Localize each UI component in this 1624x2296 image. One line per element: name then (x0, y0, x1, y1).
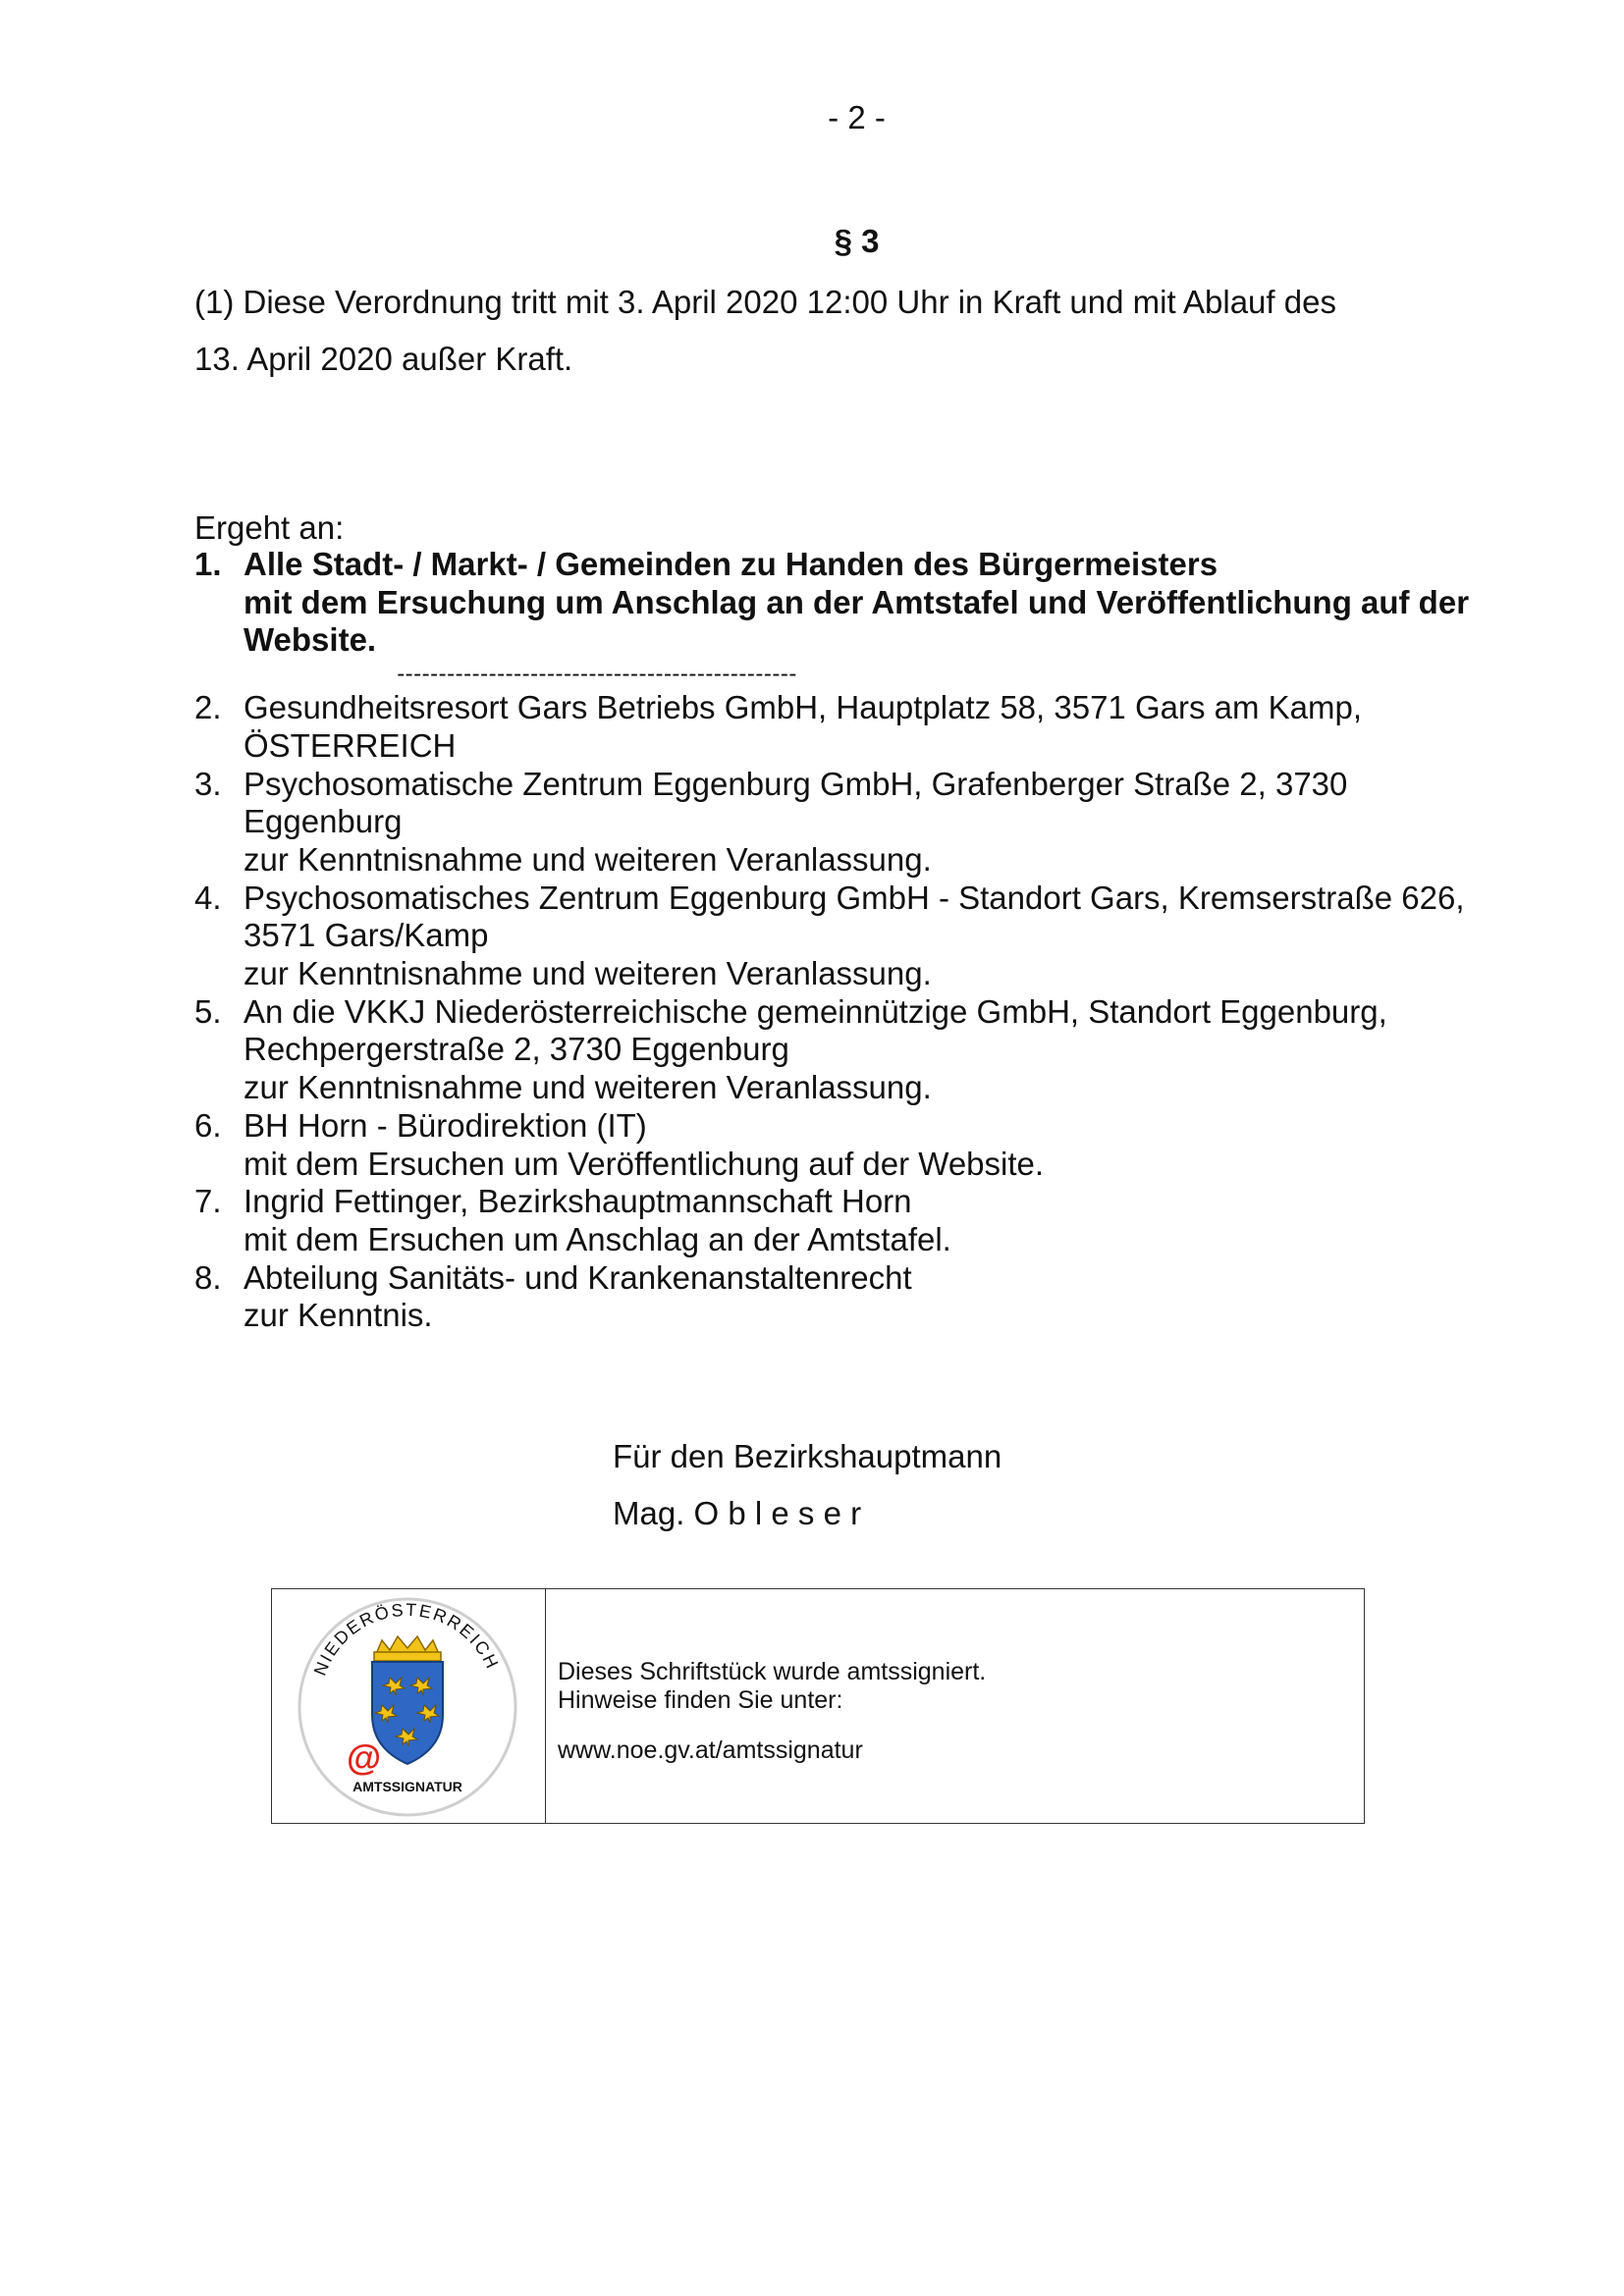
recipient-number: 8. (194, 1258, 222, 1296)
paragraph-line-1: (1) Diese Verordnung tritt mit 3. April 2020 12:00 Uhr in Kraft und mit Ablauf des (194, 284, 1336, 320)
recipient-line: Rechpergerstraße 2, 3730 Eggenburg (244, 1031, 789, 1068)
recipient-item-8 (194, 1259, 1510, 1335)
recipient-item-1 (194, 546, 1510, 660)
signature-name: Mag. O b l e s e r (613, 1495, 862, 1531)
recipient-item-5 (194, 993, 1510, 1107)
separator-line: ------------------------------------------------ (397, 661, 797, 688)
recipient-number: 6. (194, 1106, 222, 1144)
recipient-line: ÖSTERREICH (244, 726, 457, 764)
recipient-item-4 (194, 880, 1510, 993)
recipient-number: 4. (194, 879, 222, 916)
recipient-number: 7. (194, 1183, 222, 1220)
recipient-line: mit dem Ersuchen um Anschlag an der Amtstafel. (244, 1220, 951, 1257)
recipient-line: BH Horn - Bürodirektion (IT) (244, 1106, 647, 1144)
recipient-line: Gesundheitsresort Gars Betriebs GmbH, Hauptplatz 58, 3571 Gars am Kamp, (244, 689, 1363, 726)
recipient-line: Eggenburg (244, 803, 403, 840)
amtssignatur-text-1: Dieses Schriftstück wurde amtssigniert. (558, 1658, 987, 1685)
recipient-list (194, 546, 1510, 1335)
amtssignatur-text-2: Hinweise finden Sie unter: (558, 1686, 843, 1714)
recipient-line: zur Kenntnis. (244, 1297, 433, 1334)
at-symbol-icon: @ (347, 1737, 382, 1778)
recipient-number: 2. (194, 689, 222, 726)
recipient-number: 5. (194, 992, 222, 1030)
recipient-line: mit dem Ersuchung um Anschlag an der Amtstafel und Veröffentlichung auf der (244, 583, 1470, 620)
recipient-line: Alle Stadt- / Markt- / Gemeinden zu Handen des Bürgermeisters (244, 546, 1218, 582)
page-number: - 2 - (828, 99, 886, 135)
recipient-number: 1. (194, 546, 222, 582)
signature-line-1: Für den Bezirkshauptmann (613, 1438, 1002, 1474)
recipient-line: mit dem Ersuchen um Veröffentlichung auf der Website. (244, 1145, 1045, 1182)
recipient-number: 3. (194, 765, 222, 802)
recipient-line: 3571 Gars/Kamp (244, 917, 489, 954)
seal-icon (272, 1589, 545, 1823)
amtssignatur-info (546, 1589, 986, 1823)
recipient-line: zur Kenntnisnahme und weiteren Veranlassung. (244, 955, 932, 992)
recipient-item-2 (194, 689, 1510, 765)
seal-top-text: NIEDERÖSTERREICH (309, 1599, 503, 1679)
recipient-item-6 (194, 1107, 1510, 1183)
paragraph-line-2: 13. April 2020 außer Kraft. (194, 341, 573, 377)
recipients-label: Ergeht an: (194, 509, 345, 546)
amtssignatur-seal (272, 1589, 546, 1823)
amtssignatur-url[interactable]: www.noe.gv.at/amtssignatur (558, 1736, 863, 1764)
recipient-line: Ingrid Fettinger, Bezirkshauptmannschaft Horn (244, 1183, 912, 1220)
recipient-line: Website. (244, 621, 377, 659)
recipient-line: An die VKKJ Niederösterreichische gemeinnützige GmbH, Standort Eggenburg, (244, 992, 1387, 1030)
seal-bottom-text: AMTSSIGNATUR (352, 1779, 462, 1794)
recipient-line: Abteilung Sanitäts- und Krankenanstaltenrecht (244, 1258, 912, 1296)
amtssignatur-box (271, 1588, 1365, 1824)
recipient-line: Psychosomatisches Zentrum Eggenburg GmbH - Standort Gars, Kremserstraße 626, (244, 879, 1465, 916)
recipient-line: zur Kenntnisnahme und weiteren Veranlassung. (244, 1069, 932, 1106)
recipient-line: Psychosomatische Zentrum Eggenburg GmbH, Grafenberger Straße 2, 3730 (244, 765, 1348, 802)
recipient-item-3 (194, 766, 1510, 880)
recipient-item-7 (194, 1183, 1510, 1258)
section-heading: § 3 (834, 223, 880, 259)
recipient-line: zur Kenntnisnahme und weiteren Veranlassung. (244, 840, 932, 878)
